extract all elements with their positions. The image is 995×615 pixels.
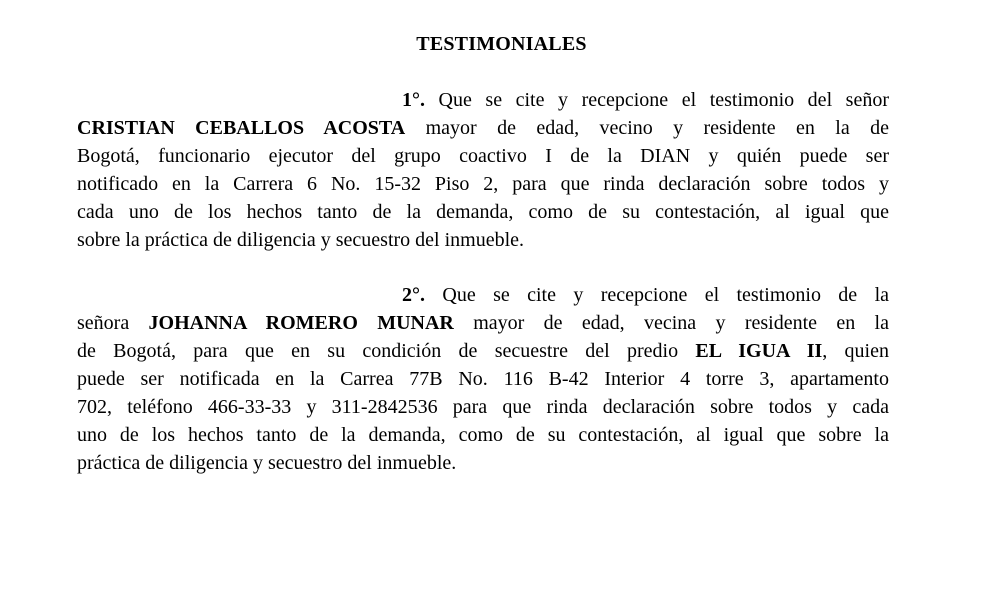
- paragraph-line: puede ser notificada en la Carrea 77B No. 116 B-42 Interior 4 torre 3, apartamento: [77, 368, 889, 390]
- paragraph-text: Que se cite y recepcione el testimonio del señor: [425, 89, 889, 111]
- witness-name: CRISTIAN CEBALLOS ACOSTA: [77, 117, 406, 139]
- testimony-paragraph-2: [77, 281, 889, 477]
- paragraph-line: uno de los hechos tanto de la demanda, como de su contestación, al igual que sobre la: [77, 424, 889, 446]
- paragraph-line: Bogotá, funcionario ejecutor del grupo coactivo I de la DIAN y quién puede ser: [77, 145, 889, 167]
- paragraph-line: práctica de diligencia y secuestro del inmueble.: [77, 452, 457, 474]
- paragraph-text: mayor de edad, vecina y residente en la: [453, 312, 889, 334]
- paragraph-text: señora: [77, 312, 149, 334]
- paragraph-text: Que se cite y recepcione el testimonio de la: [425, 284, 889, 306]
- paragraph-line: [77, 114, 889, 142]
- paragraph-text: mayor de edad, vecino y residente en la de: [405, 117, 889, 139]
- paragraph-line: [77, 337, 889, 365]
- paragraph-line: sobre la práctica de diligencia y secuestro del inmueble.: [77, 229, 525, 251]
- paragraph-line: [77, 281, 889, 309]
- witness-name: JOHANNA ROMERO MUNAR: [148, 312, 454, 334]
- item-number: 1°.: [402, 89, 425, 111]
- paragraph-text: de Bogotá, para que en su condición de secuestre del predio: [77, 340, 696, 362]
- item-number: 2°.: [402, 284, 425, 306]
- paragraph-line: 702, teléfono 466-33-33 y 311-2842536 para que rinda declaración sobre todos y cada: [77, 396, 889, 418]
- property-name: EL IGUA II: [695, 340, 823, 362]
- paragraph-line: cada uno de los hechos tanto de la demanda, como de su contestación, al igual que: [77, 201, 889, 223]
- paragraph-line: [77, 86, 889, 114]
- testimony-paragraph-1: [77, 86, 889, 254]
- paragraph-line: notificado en la Carrera 6 No. 15-32 Piso 2, para que rinda declaración sobre todos y: [77, 173, 889, 195]
- paragraph-line: [77, 309, 889, 337]
- paragraph-text: , quien: [822, 340, 889, 362]
- section-title: TESTIMONIALES: [416, 33, 587, 55]
